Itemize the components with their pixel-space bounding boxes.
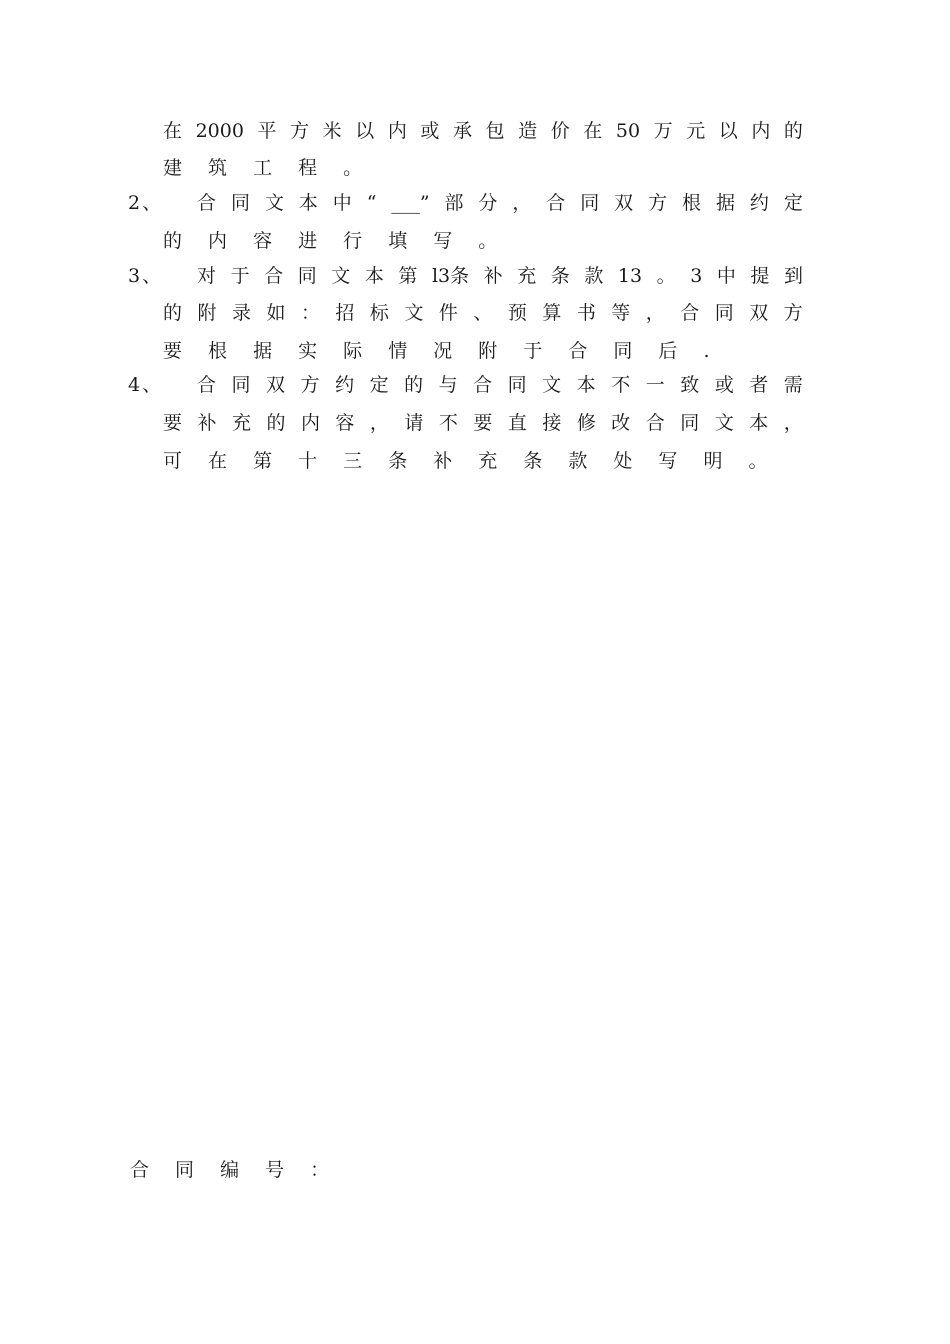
text-token: 元 bbox=[686, 120, 706, 142]
text-token: 的 bbox=[163, 302, 183, 324]
text-token: 等 bbox=[611, 302, 631, 324]
text-token: 同 bbox=[231, 374, 251, 396]
text-token: 同 bbox=[580, 192, 600, 214]
text-token: 需 bbox=[783, 374, 803, 396]
text-token: 标 bbox=[369, 302, 389, 324]
text-token: 内 bbox=[751, 120, 771, 142]
text-token: 文 bbox=[404, 302, 424, 324]
text-token: 根 bbox=[682, 192, 702, 214]
text-token: 容 bbox=[335, 412, 355, 434]
text-token: “ bbox=[366, 192, 377, 214]
text-token: 方 bbox=[300, 374, 320, 396]
text-token: 与 bbox=[438, 374, 458, 396]
text-token: 直 bbox=[507, 412, 527, 434]
text-token: 要 bbox=[473, 412, 493, 434]
text-token: 在 bbox=[163, 120, 183, 142]
text-token: 合 bbox=[197, 192, 217, 214]
text-token: 一 bbox=[645, 374, 665, 396]
text-token: 定 bbox=[783, 192, 803, 214]
text-token: ： bbox=[300, 302, 320, 324]
item1-line-1 bbox=[163, 116, 803, 146]
text-token: 文 bbox=[714, 412, 734, 434]
text-token: 对 bbox=[197, 265, 217, 287]
text-token: 约 bbox=[749, 192, 769, 214]
text-token: 充 bbox=[517, 265, 537, 287]
text-token: 分 bbox=[478, 192, 498, 214]
text-token: 平 bbox=[257, 120, 277, 142]
text-token: l3条 bbox=[431, 265, 470, 287]
text-token: 合 bbox=[197, 374, 217, 396]
text-token: 合 bbox=[264, 265, 284, 287]
text-token: 以 bbox=[718, 120, 738, 142]
text-token: 2000 bbox=[195, 120, 244, 142]
item1-line-2: 建 筑 工 程 。 bbox=[163, 157, 373, 179]
text-token: 部 bbox=[444, 192, 464, 214]
text-token: 包 bbox=[485, 120, 505, 142]
text-token: 合 bbox=[680, 302, 700, 324]
text-token: 双 bbox=[266, 374, 286, 396]
text-token: ， bbox=[645, 302, 665, 324]
text-token: 修 bbox=[576, 412, 596, 434]
text-token: ， bbox=[369, 412, 389, 434]
text-token: 方 bbox=[783, 302, 803, 324]
item4-line-1 bbox=[197, 370, 803, 400]
item3-number: 3、 bbox=[128, 265, 164, 287]
text-token: 。 bbox=[656, 265, 676, 287]
text-token: 者 bbox=[749, 374, 769, 396]
text-token: 补 bbox=[483, 265, 503, 287]
text-token: 不 bbox=[438, 412, 458, 434]
text-token: 于 bbox=[230, 265, 250, 287]
text-token: 的 bbox=[266, 412, 286, 434]
text-token: 双 bbox=[749, 302, 769, 324]
text-token: ___” bbox=[391, 192, 430, 214]
text-token: 定 bbox=[369, 374, 389, 396]
text-token: 同 bbox=[297, 265, 317, 287]
item2-number: 2、 bbox=[128, 192, 164, 214]
text-token: 万 bbox=[653, 120, 673, 142]
text-token: 以 bbox=[355, 120, 375, 142]
text-token: 中 bbox=[332, 192, 352, 214]
item3-line-3: 要 根 据 实 际 情 况 附 于 合 同 后 . bbox=[163, 340, 720, 362]
text-token: 方 bbox=[290, 120, 310, 142]
text-token: 不 bbox=[611, 374, 631, 396]
text-token: 13 bbox=[617, 265, 643, 287]
text-token: 双 bbox=[614, 192, 634, 214]
item3-line-1 bbox=[197, 261, 803, 291]
text-token: 约 bbox=[335, 374, 355, 396]
text-token: 如 bbox=[266, 302, 286, 324]
text-token: 、 bbox=[473, 302, 493, 324]
text-token: 合 bbox=[473, 374, 493, 396]
text-token: 在 bbox=[583, 120, 603, 142]
text-token: 同 bbox=[507, 374, 527, 396]
text-token: 件 bbox=[438, 302, 458, 324]
text-token: 请 bbox=[404, 412, 424, 434]
text-token: 文 bbox=[331, 265, 351, 287]
text-token: 补 bbox=[197, 412, 217, 434]
text-token: 附 bbox=[197, 302, 217, 324]
text-token: 合 bbox=[645, 412, 665, 434]
text-token: 录 bbox=[231, 302, 251, 324]
text-token: 米 bbox=[322, 120, 342, 142]
text-token: 到 bbox=[783, 265, 803, 287]
text-token: 同 bbox=[680, 412, 700, 434]
text-token: 要 bbox=[163, 412, 183, 434]
text-token: 第 bbox=[398, 265, 418, 287]
text-token: 预 bbox=[507, 302, 527, 324]
text-token: 提 bbox=[750, 265, 770, 287]
text-token: 本 bbox=[749, 412, 769, 434]
text-token: 改 bbox=[611, 412, 631, 434]
text-token: 款 bbox=[584, 265, 604, 287]
text-token: 的 bbox=[404, 374, 424, 396]
text-token: 内 bbox=[387, 120, 407, 142]
text-token: 承 bbox=[452, 120, 472, 142]
text-token: 合 bbox=[546, 192, 566, 214]
text-token: 文 bbox=[264, 192, 284, 214]
text-token: 3 bbox=[690, 265, 703, 287]
text-token: 文 bbox=[542, 374, 562, 396]
item2-line-2: 的 内 容 进 行 填 写 。 bbox=[163, 230, 508, 252]
contract-number-label: 合 同 编 号 ： bbox=[130, 1159, 340, 1181]
text-token: 据 bbox=[715, 192, 735, 214]
text-token: 造 bbox=[518, 120, 538, 142]
text-token: 或 bbox=[420, 120, 440, 142]
text-token: 致 bbox=[680, 374, 700, 396]
text-token: 内 bbox=[300, 412, 320, 434]
text-token: 同 bbox=[714, 302, 734, 324]
item4-line-2 bbox=[163, 408, 803, 438]
item4-line-3: 可 在 第 十 三 条 补 充 条 款 处 写 明 。 bbox=[163, 450, 778, 472]
item3-line-2 bbox=[163, 298, 803, 328]
item2-line-1 bbox=[197, 188, 803, 218]
text-token: 方 bbox=[648, 192, 668, 214]
text-token: 本 bbox=[298, 192, 318, 214]
text-token: 招 bbox=[335, 302, 355, 324]
text-token: 充 bbox=[231, 412, 251, 434]
text-token: 接 bbox=[542, 412, 562, 434]
text-token: 算 bbox=[542, 302, 562, 324]
text-token: 同 bbox=[230, 192, 250, 214]
text-token: 或 bbox=[714, 374, 734, 396]
text-token: 条 bbox=[550, 265, 570, 287]
text-token: 中 bbox=[716, 265, 736, 287]
text-token: 本 bbox=[364, 265, 384, 287]
text-token: 的 bbox=[783, 120, 803, 142]
text-token: ， bbox=[783, 412, 803, 434]
text-token: 书 bbox=[576, 302, 596, 324]
text-token: 50 bbox=[615, 120, 641, 142]
text-token: 价 bbox=[550, 120, 570, 142]
text-token: ， bbox=[512, 192, 532, 214]
item4-number: 4、 bbox=[128, 374, 164, 396]
text-token: 本 bbox=[576, 374, 596, 396]
